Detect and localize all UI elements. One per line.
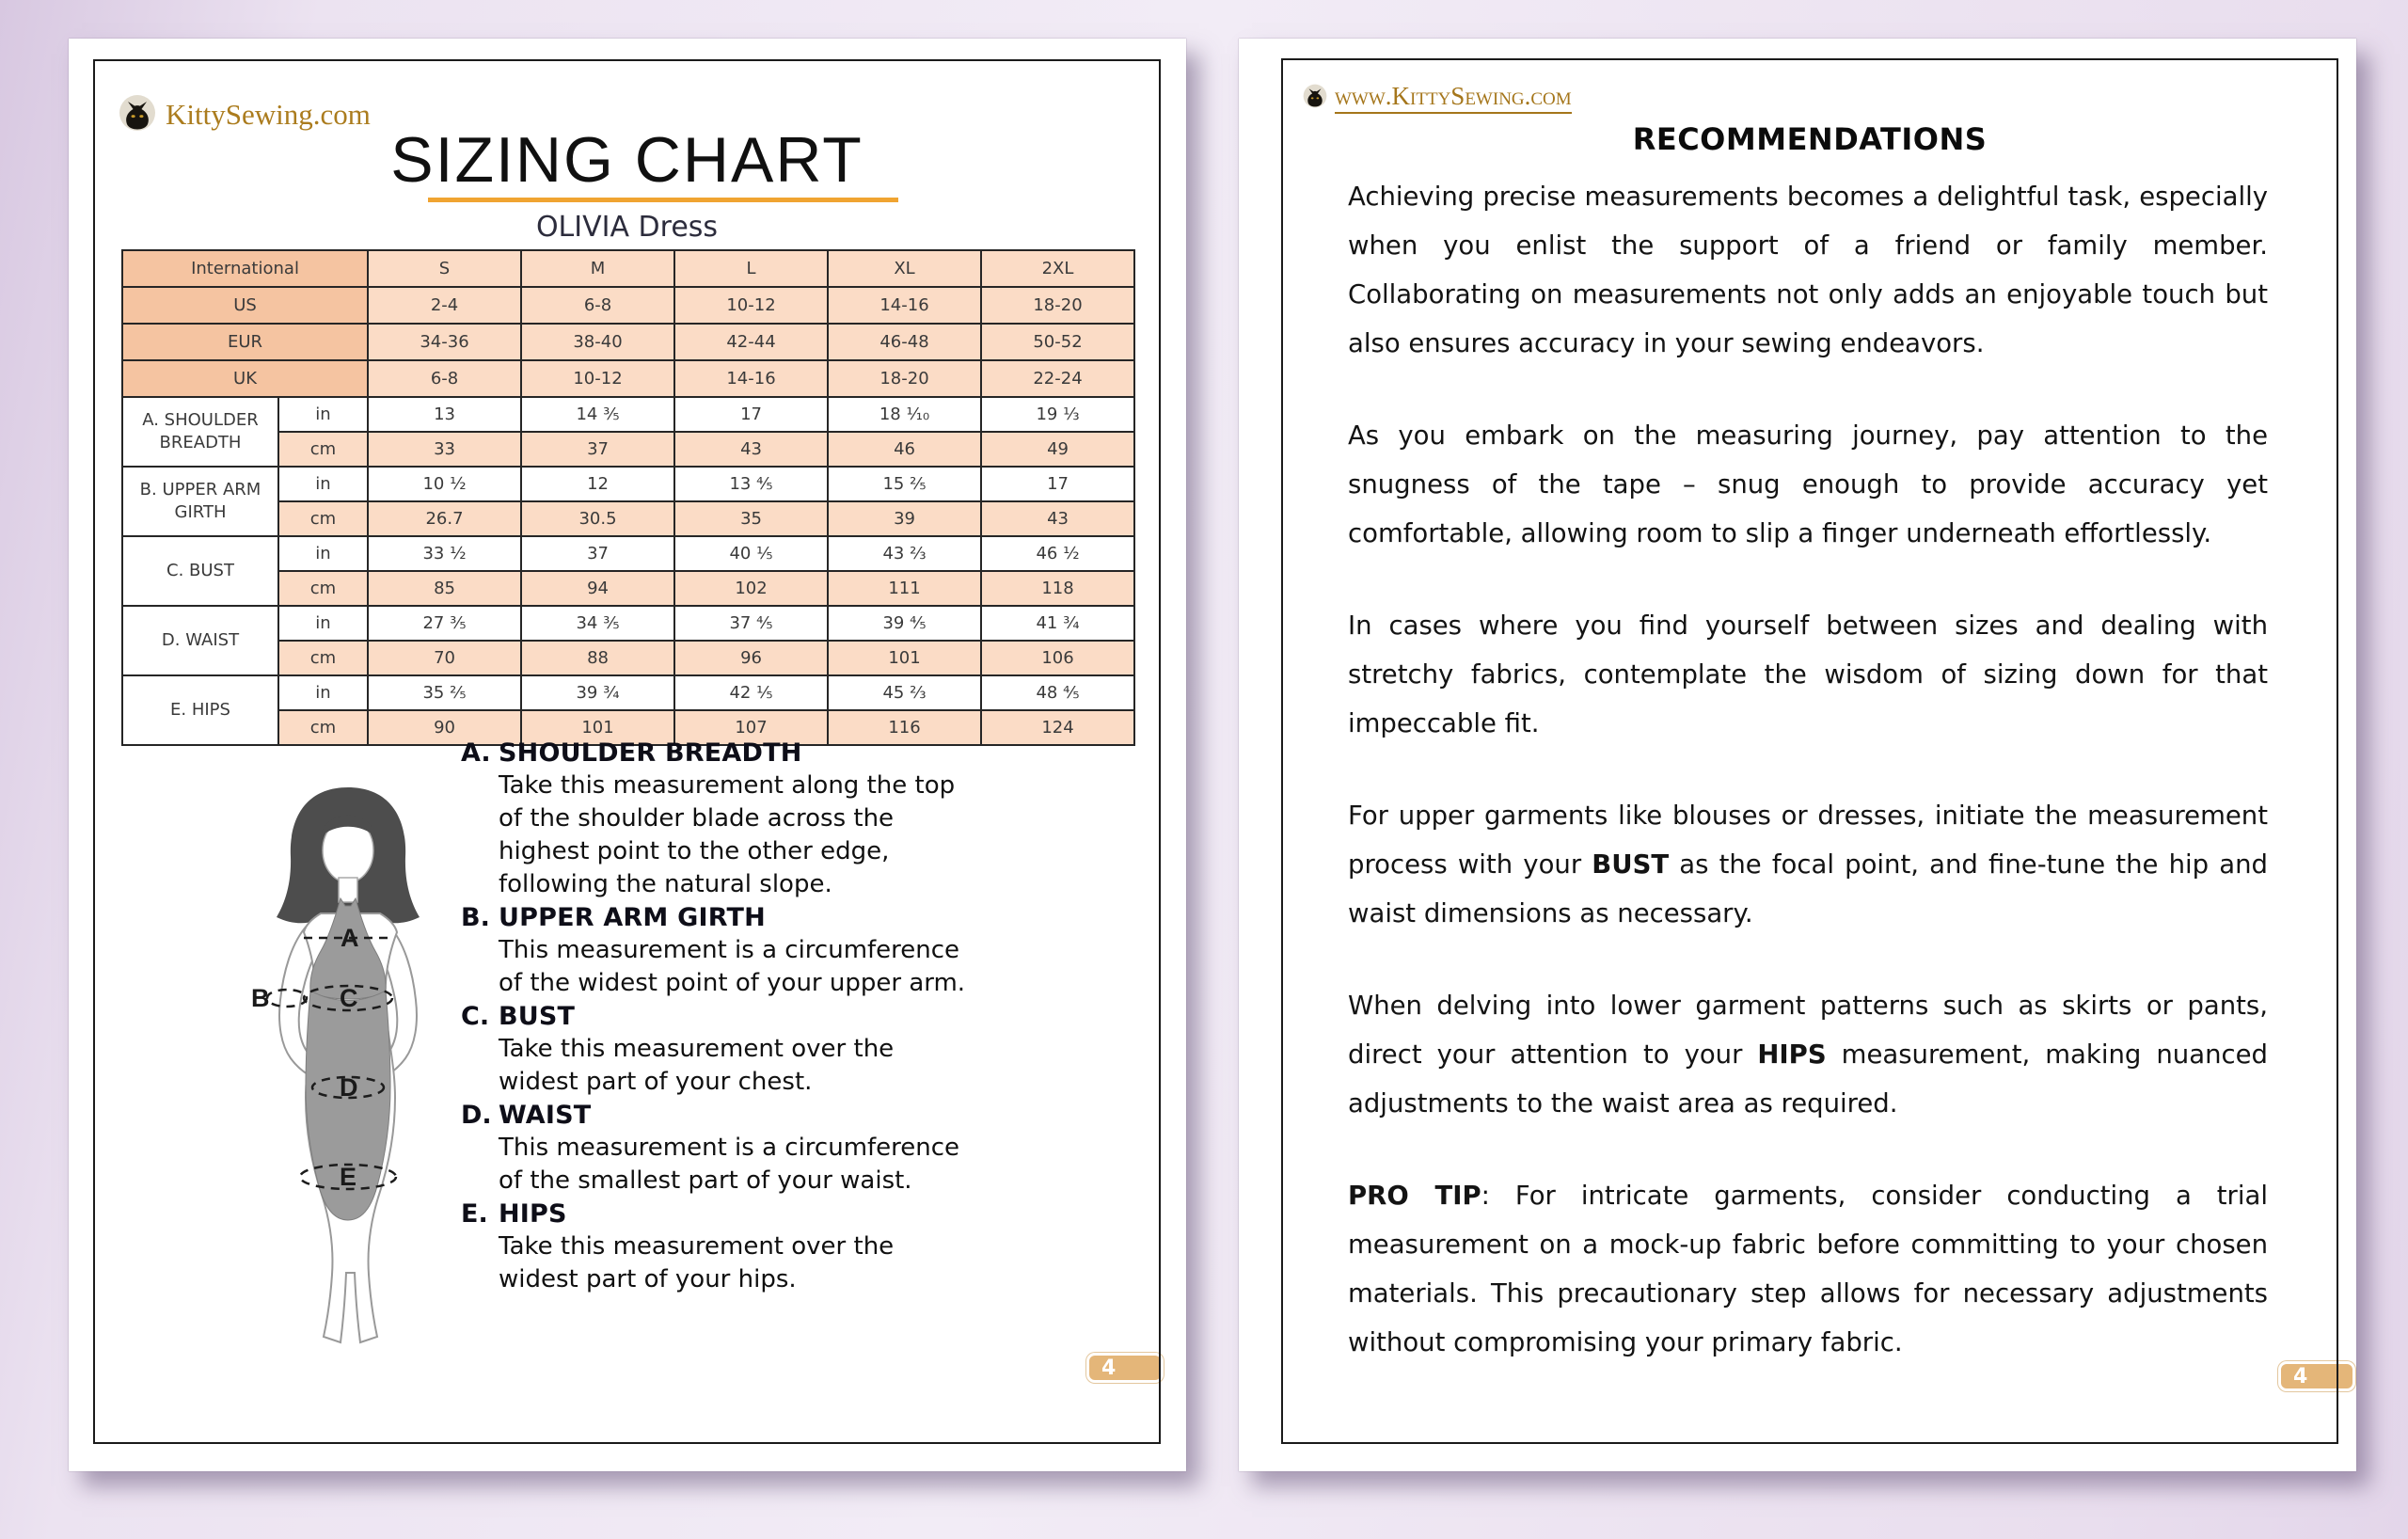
- measurement-value-in: 39 ¾: [521, 675, 674, 710]
- measurement-value-cm: 96: [674, 641, 828, 675]
- page-number: 4: [1101, 1356, 1117, 1380]
- size-column-header: M: [521, 250, 674, 287]
- size-column-header: L: [674, 250, 828, 287]
- unit-cell-cm: cm: [278, 432, 368, 467]
- measurement-value-in: 42 ⅕: [674, 675, 828, 710]
- size-value-cell: 6-8: [368, 360, 521, 397]
- measurement-value-in: 12: [521, 467, 674, 501]
- definition-term: SHOULDER BREADTH: [499, 738, 802, 768]
- definition-text: Take this measurement over the widest part of your hips.: [499, 1232, 895, 1293]
- definition-letter: C.: [461, 1002, 490, 1031]
- definition-item: [461, 737, 978, 901]
- page-sizing-chart: [69, 39, 1186, 1471]
- measurement-value-cm: 49: [981, 432, 1134, 467]
- definition-text: Take this measurement over the widest part of your chest.: [499, 1035, 895, 1096]
- measurement-value-in: 34 ⅗: [521, 606, 674, 641]
- page-number: 4: [2293, 1364, 2308, 1388]
- size-value-cell: 22-24: [981, 360, 1134, 397]
- paragraph: In cases where you find yourself between sizes and dealing with stretchy fabrics, contemplate the wisdom of sizing down for that impeccable fit.: [1348, 611, 2268, 738]
- measurement-row-label: C. BUST: [122, 536, 278, 606]
- measurement-value-cm: 33: [368, 432, 521, 467]
- page-number-badge: [2278, 1361, 2355, 1391]
- measurement-value-in: 14 ⅗: [521, 397, 674, 432]
- size-column-header: S: [368, 250, 521, 287]
- definition-term: HIPS: [499, 1199, 567, 1229]
- paragraph: For upper garments like blouses or dresses, initiate the measurement process with your BUST as the focal point, and fine-tune the hip and waist dimensions as necessary.: [1348, 801, 2268, 928]
- measurement-value-cm: 94: [521, 571, 674, 606]
- measurement-value-in: 37 ⅘: [674, 606, 828, 641]
- definition-letter: E.: [461, 1199, 488, 1229]
- size-value-cell: 10-12: [521, 360, 674, 397]
- definition-text: Take this measurement along the top of the shoulder blade across the highest point to the other edge, following the natural slope.: [499, 771, 956, 898]
- unit-cell-cm: cm: [278, 571, 368, 606]
- size-value-cell: 14-16: [828, 287, 981, 324]
- definition-term: WAIST: [499, 1101, 592, 1130]
- paragraph: As you embark on the measuring journey, pay attention to the snugness of the tape – snug enough to provide accuracy yet comfortable, allowing room to slip a finger underneath effortlessly.: [1348, 420, 2268, 548]
- unit-cell-in: in: [278, 467, 368, 501]
- measurement-value-cm: 102: [674, 571, 828, 606]
- measurement-value-in: 39 ⅘: [828, 606, 981, 641]
- measurement-definitions: [461, 737, 978, 1296]
- figure-label-a: A: [341, 924, 359, 952]
- definition-item: [461, 901, 978, 1000]
- measurement-value-in: 33 ½: [368, 536, 521, 571]
- measurement-value-cm: 70: [368, 641, 521, 675]
- brand-name: KittySewing.com: [166, 98, 371, 131]
- unit-cell-cm: cm: [278, 710, 368, 745]
- recommendations-body: [1348, 172, 2268, 1410]
- size-column-header: 2XL: [981, 250, 1134, 287]
- measurement-value-cm: 106: [981, 641, 1134, 675]
- size-value-cell: 18-20: [828, 360, 981, 397]
- recommendations-title: RECOMMENDATIONS: [1632, 121, 1988, 157]
- measurement-value-cm: 26.7: [368, 501, 521, 536]
- paragraph: Achieving precise measurements becomes a delightful task, especially when you enlist the support of a friend or family member. Collaborating on measurements not only adds an enjoyable touch but also ensures accuracy in your sewing endeavors.: [1348, 182, 2268, 358]
- measurement-value-in: 10 ½: [368, 467, 521, 501]
- measurement-value-cm: 118: [981, 571, 1134, 606]
- measurement-value-in: 40 ⅕: [674, 536, 828, 571]
- size-value-cell: 14-16: [674, 360, 828, 397]
- size-value-cell: 10-12: [674, 287, 828, 324]
- measurement-value-in: 41 ¾: [981, 606, 1134, 641]
- pattern-name: OLIVIA Dress: [535, 211, 719, 244]
- cat-logo-icon: [1303, 84, 1327, 112]
- size-value-cell: 46-48: [828, 324, 981, 360]
- size-value-cell: 42-44: [674, 324, 828, 360]
- measurement-value-cm: 35: [674, 501, 828, 536]
- title-block: [93, 124, 1161, 244]
- measurement-value-cm: 101: [521, 710, 674, 745]
- figure-label-b: B: [251, 984, 270, 1012]
- page-title: SIZING CHART: [390, 124, 863, 196]
- measurement-value-cm: 111: [828, 571, 981, 606]
- measurement-value-cm: 30.5: [521, 501, 674, 536]
- figure-label-c: C: [340, 984, 358, 1012]
- definition-term: UPPER ARM GIRTH: [499, 903, 766, 932]
- size-value-cell: 34-36: [368, 324, 521, 360]
- measurement-row-label: D. WAIST: [122, 606, 278, 675]
- measurement-value-cm: 39: [828, 501, 981, 536]
- measurement-value-in: 35 ⅖: [368, 675, 521, 710]
- measurement-value-in: 45 ⅔: [828, 675, 981, 710]
- definition-letter: B.: [461, 903, 490, 932]
- measurement-value-cm: 116: [828, 710, 981, 745]
- page-number-badge: [1086, 1353, 1164, 1383]
- measurement-value-in: 18 ⅒: [828, 397, 981, 432]
- unit-cell-in: in: [278, 397, 368, 432]
- figure-label-d: D: [340, 1073, 358, 1102]
- definition-letter: D.: [461, 1101, 492, 1130]
- definition-text: This measurement is a circumference of the widest point of your upper arm.: [499, 936, 966, 997]
- definition-item: [461, 1000, 978, 1099]
- measurement-value-cm: 101: [828, 641, 981, 675]
- site-url: www.KittySewing.com: [1335, 83, 1572, 114]
- measurement-value-in: 13 ⅘: [674, 467, 828, 501]
- measurement-value-cm: 107: [674, 710, 828, 745]
- measurement-value-in: 27 ⅗: [368, 606, 521, 641]
- measurement-row-label: B. UPPER ARM GIRTH: [122, 467, 278, 536]
- measurement-value-cm: 85: [368, 571, 521, 606]
- unit-cell-in: in: [278, 606, 368, 641]
- region-row-label: UK: [122, 360, 368, 397]
- measurement-value-cm: 124: [981, 710, 1134, 745]
- page-recommendations: [1239, 39, 2356, 1471]
- measurement-value-cm: 46: [828, 432, 981, 467]
- definition-item: [461, 1198, 978, 1296]
- measurement-value-in: 17: [674, 397, 828, 432]
- region-row-label: US: [122, 287, 368, 324]
- measurement-value-in: 43 ⅔: [828, 536, 981, 571]
- size-value-cell: 18-20: [981, 287, 1134, 324]
- title-underline: [428, 198, 898, 202]
- definition-term: BUST: [499, 1002, 576, 1031]
- measurement-value-in: 19 ⅓: [981, 397, 1134, 432]
- measurement-value-cm: 37: [521, 432, 674, 467]
- site-link[interactable]: [1303, 83, 1572, 114]
- size-column-header: XL: [828, 250, 981, 287]
- definition-item: [461, 1099, 978, 1198]
- paragraph: PRO TIP: For intricate garments, consider conducting a trial measurement on a mock-up fabric before committing to your chosen materials. This precautionary step allows for necessary adjustments without compromising your primary fabric.: [1348, 1181, 2268, 1357]
- unit-cell-cm: cm: [278, 641, 368, 675]
- definition-text: This measurement is a circumference of the smallest part of your waist.: [499, 1134, 960, 1195]
- size-value-cell: 6-8: [521, 287, 674, 324]
- sizing-table: [121, 249, 1135, 746]
- region-row-label: EUR: [122, 324, 368, 360]
- measurement-row-label: E. HIPS: [122, 675, 278, 745]
- definition-letter: A.: [461, 738, 491, 768]
- body-measurement-figure: [249, 763, 452, 1365]
- measurement-value-cm: 43: [981, 501, 1134, 536]
- figure-label-e: E: [340, 1163, 357, 1191]
- measurement-value-cm: 88: [521, 641, 674, 675]
- measurement-value-in: 37: [521, 536, 674, 571]
- measurement-row-label: A. SHOULDER BREADTH: [122, 397, 278, 467]
- measurement-value-in: 17: [981, 467, 1134, 501]
- unit-cell-in: in: [278, 675, 368, 710]
- size-value-cell: 2-4: [368, 287, 521, 324]
- size-value-cell: 38-40: [521, 324, 674, 360]
- measurement-value-in: 48 ⅘: [981, 675, 1134, 710]
- measurement-value-cm: 43: [674, 432, 828, 467]
- unit-cell-cm: cm: [278, 501, 368, 536]
- paragraph: When delving into lower garment patterns such as skirts or pants, direct your attention to your HIPS measurement, making nuanced adjustments to the waist area as required.: [1348, 991, 2269, 1119]
- measurement-value-in: 46 ½: [981, 536, 1134, 571]
- measurement-value-in: 13: [368, 397, 521, 432]
- measurement-value-in: 15 ⅖: [828, 467, 981, 501]
- table-corner-header: International: [122, 250, 368, 287]
- size-value-cell: 50-52: [981, 324, 1134, 360]
- measurement-value-cm: 90: [368, 710, 521, 745]
- unit-cell-in: in: [278, 536, 368, 571]
